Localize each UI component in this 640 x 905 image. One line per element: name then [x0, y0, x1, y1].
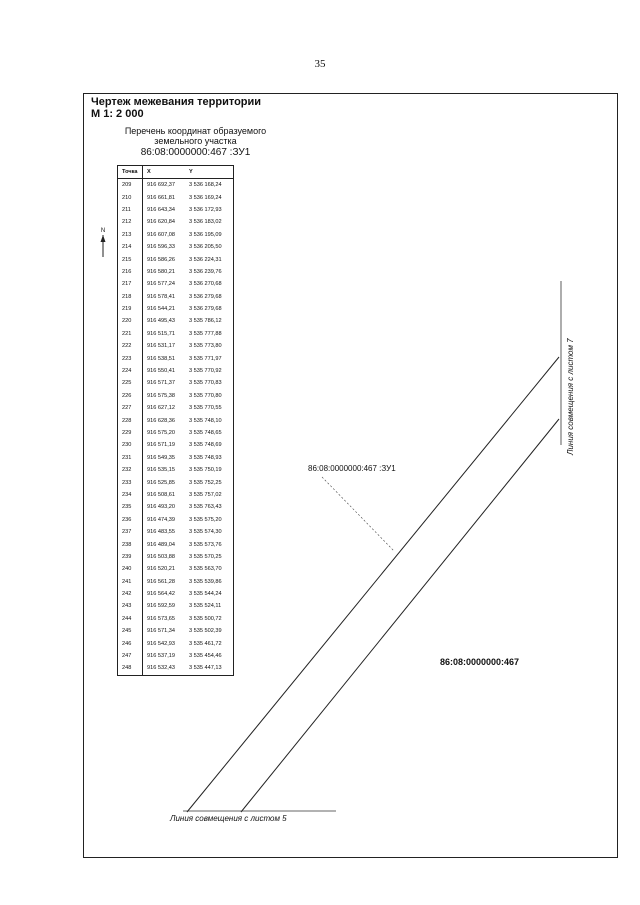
cell-point: 237	[118, 526, 143, 538]
north-letter: N	[100, 228, 106, 234]
cell-y: 3 535 777,88	[188, 330, 222, 337]
cell-x: 916 544,21	[147, 306, 175, 313]
match-line-bottom-label: Линия совмещения с листом 5	[170, 814, 287, 823]
cell-point: 215	[118, 253, 143, 265]
cell-y: 3 536 169,24	[188, 194, 222, 201]
cell-y: 3 536 279,68	[188, 293, 222, 300]
cell-x: 916 628,36	[147, 417, 175, 424]
cell-point: 240	[118, 563, 143, 575]
drawing-title-text: Чертеж межевания территории	[91, 96, 262, 108]
cell-point: 212	[118, 216, 143, 228]
cell-point: 211	[118, 204, 143, 216]
cell-x: 916 508,61	[147, 491, 175, 498]
cell-y: 3 535 770,92	[188, 368, 222, 375]
cell-point: 224	[118, 365, 143, 377]
cell-y: 3 535 748,93	[188, 454, 222, 461]
cell-y: 3 536 224,31	[188, 256, 222, 263]
cell-x: 916 575,38	[147, 392, 175, 399]
column-header-point: Точка	[118, 166, 143, 179]
cell-x: 916 592,59	[147, 603, 175, 610]
cell-point: 248	[118, 662, 143, 675]
cell-y: 3 535 750,19	[188, 467, 222, 474]
cell-y: 3 535 500,72	[188, 615, 222, 622]
cell-y: 3 536 195,09	[188, 231, 222, 238]
cell-x: 916 571,34	[147, 628, 175, 635]
cell-y: 3 535 575,20	[188, 516, 222, 523]
cell-y: 3 535 573,76	[188, 541, 222, 548]
column-header-x: X	[143, 166, 185, 179]
cell-point: 234	[118, 489, 143, 501]
cell-point: 238	[118, 538, 143, 550]
cell-point: 230	[118, 439, 143, 451]
drawing-scale: М 1: 2 000	[91, 108, 144, 120]
cell-point: 228	[118, 414, 143, 426]
cell-x: 916 586,26	[147, 256, 175, 263]
cell-point: 245	[118, 625, 143, 637]
parcel-label-leader	[322, 477, 394, 551]
cell-point: 242	[118, 588, 143, 600]
cell-x: 916 535,15	[147, 467, 175, 474]
cell-point: 232	[118, 464, 143, 476]
cell-x: 916 596,33	[147, 244, 175, 251]
cell-x: 916 575,20	[147, 430, 175, 436]
cell-x: 916 564,42	[147, 591, 175, 598]
cell-x: 916 520,21	[147, 566, 175, 573]
cell-x: 916 607,08	[147, 231, 175, 238]
cell-point: 233	[118, 476, 143, 488]
cell-x: 916 542,93	[147, 640, 175, 647]
cell-y: 3 536 270,68	[188, 281, 222, 288]
cell-y: 3 535 748,69	[188, 442, 222, 449]
cell-point: 243	[118, 600, 143, 612]
cell-point: 218	[118, 291, 143, 303]
cell-y: 3 535 752,25	[188, 479, 222, 486]
cell-x: 916 537,19	[147, 653, 175, 660]
cell-y: 3 535 763,43	[188, 504, 222, 511]
cell-x: 916 538,51	[147, 355, 175, 362]
cell-y: 3 535 539,86	[188, 578, 222, 585]
cell-point: 217	[118, 278, 143, 290]
cell-point: 235	[118, 501, 143, 513]
cell-y: 3 536 172,93	[188, 206, 222, 213]
cell-y: 3 535 748,65	[188, 430, 222, 436]
cell-x: 916 532,43	[147, 665, 175, 672]
cell-x: 916 661,81	[147, 194, 175, 201]
cell-point: 214	[118, 241, 143, 253]
cell-point: 213	[118, 229, 143, 241]
page-number: 35	[314, 58, 326, 70]
cell-y: 3 535 773,80	[188, 343, 222, 350]
cell-y: 3 536 239,76	[188, 268, 222, 275]
cell-y: 3 535 770,80	[188, 392, 222, 399]
cell-x: 916 525,85	[147, 479, 175, 486]
parcel-label-zu1: 86:08:0000000:467 :ЗУ1	[308, 464, 396, 473]
cell-y: 3 535 570,25	[188, 553, 222, 560]
cell-point: 229	[118, 427, 143, 439]
cell-point: 246	[118, 637, 143, 649]
cell-x: 916 483,55	[147, 529, 175, 536]
cell-x: 916 493,20	[147, 504, 175, 511]
cell-x: 916 549,35	[147, 454, 175, 461]
parcel-boundary-left	[187, 357, 559, 812]
cell-y: 3 535 502,39	[188, 628, 222, 635]
cell-y: 3 536 279,68	[188, 306, 222, 313]
cell-x: 916 550,41	[147, 368, 175, 375]
cell-y: 3 536 205,50	[188, 244, 222, 251]
cell-point: 244	[118, 613, 143, 625]
parcel-label-main: 86:08:0000000:467	[440, 657, 520, 667]
cell-y: 3 535 447,13	[188, 665, 222, 672]
cell-x: 916 571,19	[147, 442, 175, 449]
cell-y: 3 536 183,02	[188, 219, 222, 226]
cell-y: 3 535 757,02	[188, 491, 222, 498]
cell-x: 916 503,88	[147, 553, 175, 560]
cell-point: 225	[118, 377, 143, 389]
cell-y: 3 535 786,12	[188, 318, 222, 325]
cell-point: 239	[118, 551, 143, 563]
cell-x: 916 578,41	[147, 293, 175, 300]
cell-x: 916 643,34	[147, 206, 175, 213]
cell-point: 216	[118, 266, 143, 278]
cell-y: 3 535 770,83	[188, 380, 222, 387]
cell-point: 241	[118, 576, 143, 588]
cell-y: 3 535 524,11	[188, 603, 222, 610]
cell-y: 3 535 461,72	[188, 640, 222, 647]
cell-x: 916 515,71	[147, 330, 175, 337]
cell-y: 3 535 454,46	[188, 653, 222, 660]
column-header-y: Y	[185, 166, 234, 179]
cell-point: 219	[118, 303, 143, 315]
cell-x: 916 620,84	[147, 219, 175, 226]
cell-y: 3 535 574,30	[188, 529, 222, 536]
cell-y: 3 535 770,55	[188, 405, 222, 412]
cell-y: 3 535 748,10	[188, 417, 222, 424]
coordinates-list-heading: Перечень координат образуемого земельного участка	[124, 126, 267, 146]
cell-x: 916 495,43	[147, 318, 175, 325]
cell-y: 3 535 563,70	[188, 566, 222, 573]
cell-x: 916 531,17	[147, 343, 175, 350]
cell-point: 227	[118, 402, 143, 414]
cell-x: 916 580,21	[147, 268, 175, 275]
cell-x: 916 627,12	[147, 405, 175, 412]
parcel-boundary-right	[241, 419, 559, 812]
cell-point: 231	[118, 452, 143, 464]
cell-point: 220	[118, 315, 143, 327]
coordinates-list-parcel-code: 86:08:0000000:467 :ЗУ1	[140, 147, 251, 158]
cell-point: 210	[118, 191, 143, 203]
cell-x: 916 692,37	[147, 182, 175, 189]
cell-point: 223	[118, 352, 143, 364]
cell-x: 916 474,39	[147, 516, 175, 523]
cell-y: 3 535 544,24	[188, 591, 222, 598]
cell-x: 916 489,04	[147, 541, 175, 548]
cell-point: 221	[118, 328, 143, 340]
cell-point: 226	[118, 390, 143, 402]
cell-point: 222	[118, 340, 143, 352]
cell-y: 3 536 168,24	[188, 182, 222, 189]
cell-point: 247	[118, 650, 143, 662]
cell-x: 916 571,37	[147, 380, 175, 387]
cell-x: 916 573,65	[147, 615, 175, 622]
cell-point: 236	[118, 514, 143, 526]
match-line-right-label: Линия совмещения с листом 7	[566, 338, 575, 455]
cell-y: 3 535 771,97	[188, 355, 222, 362]
cell-x: 916 561,28	[147, 578, 175, 585]
cell-x: 916 577,24	[147, 281, 175, 288]
cell-point: 209	[118, 179, 143, 192]
